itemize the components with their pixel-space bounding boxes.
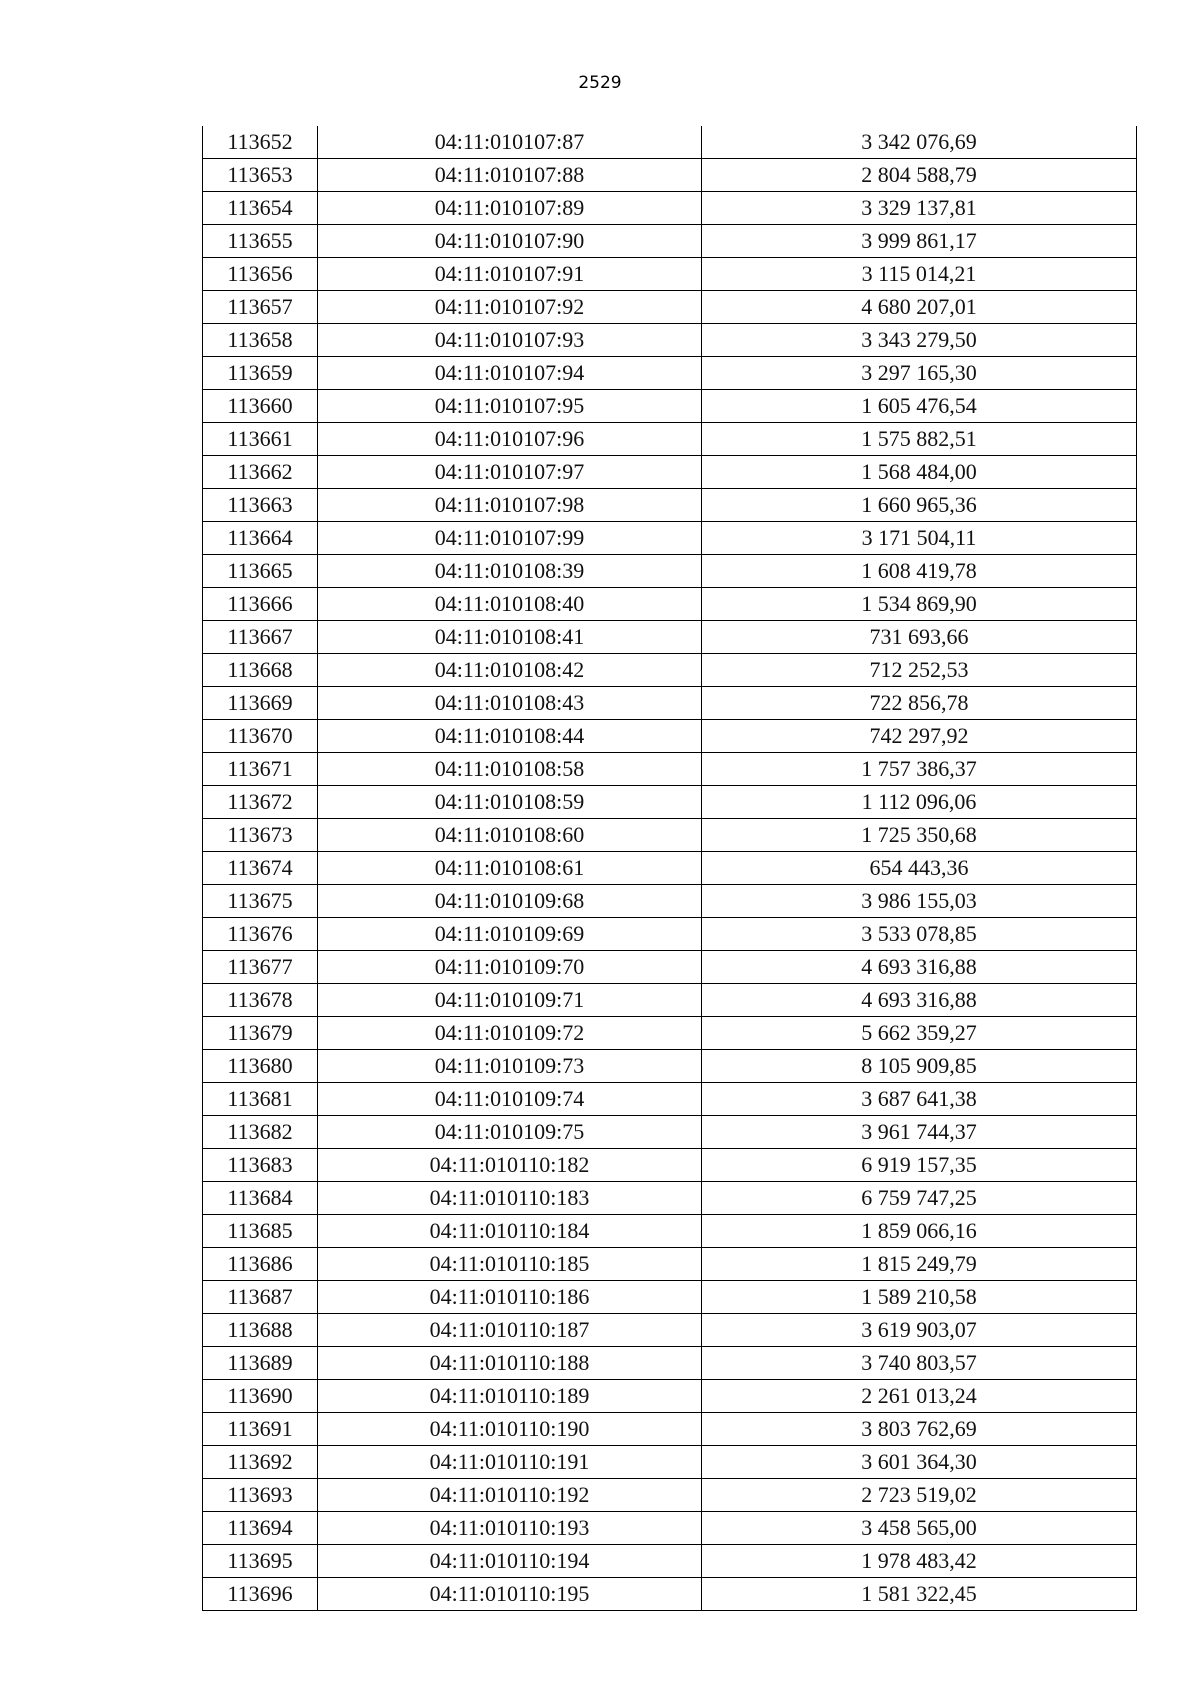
cadastral-value-cell: 3 297 165,30 (702, 357, 1137, 390)
cadastral-value-cell: 1 568 484,00 (702, 456, 1137, 489)
row-number-cell: 113685 (203, 1215, 318, 1248)
cadastral-number-cell: 04:11:010110:190 (318, 1413, 702, 1446)
cadastral-value-cell: 6 919 157,35 (702, 1149, 1137, 1182)
table-row (203, 1413, 1137, 1446)
cadastral-value-cell: 1 725 350,68 (702, 819, 1137, 852)
cadastral-number-cell: 04:11:010110:192 (318, 1479, 702, 1512)
table-row (203, 1314, 1137, 1347)
row-number-cell: 113669 (203, 687, 318, 720)
table-row (203, 1182, 1137, 1215)
table-row (203, 192, 1137, 225)
row-number-cell: 113656 (203, 258, 318, 291)
cadastral-value-cell: 1 581 322,45 (702, 1578, 1137, 1611)
row-number-cell: 113689 (203, 1347, 318, 1380)
row-number-cell: 113694 (203, 1512, 318, 1545)
cadastral-number-cell: 04:11:010108:61 (318, 852, 702, 885)
cadastral-number-cell: 04:11:010107:99 (318, 522, 702, 555)
cadastral-value-cell: 4 693 316,88 (702, 951, 1137, 984)
row-number-cell: 113673 (203, 819, 318, 852)
cadastral-value-cell: 3 533 078,85 (702, 918, 1137, 951)
row-number-cell: 113688 (203, 1314, 318, 1347)
table-row (203, 1446, 1137, 1479)
row-number-cell: 113668 (203, 654, 318, 687)
row-number-cell: 113684 (203, 1182, 318, 1215)
cadastral-number-cell: 04:11:010107:94 (318, 357, 702, 390)
cadastral-value-cell: 1 660 965,36 (702, 489, 1137, 522)
cadastral-number-cell: 04:11:010109:75 (318, 1116, 702, 1149)
table-body (203, 126, 1137, 1611)
row-number-cell: 113693 (203, 1479, 318, 1512)
cadastral-value-cell: 1 589 210,58 (702, 1281, 1137, 1314)
table-row (203, 126, 1137, 159)
table-row (203, 1050, 1137, 1083)
cadastral-number-cell: 04:11:010110:188 (318, 1347, 702, 1380)
row-number-cell: 113658 (203, 324, 318, 357)
table-row (203, 1281, 1137, 1314)
cadastral-value-cell: 3 329 137,81 (702, 192, 1137, 225)
row-number-cell: 113657 (203, 291, 318, 324)
cadastral-number-cell: 04:11:010109:68 (318, 885, 702, 918)
table-row (203, 885, 1137, 918)
row-number-cell: 113671 (203, 753, 318, 786)
cadastral-number-cell: 04:11:010110:191 (318, 1446, 702, 1479)
table-row (203, 1578, 1137, 1611)
cadastral-number-cell: 04:11:010110:194 (318, 1545, 702, 1578)
cadastral-number-cell: 04:11:010110:185 (318, 1248, 702, 1281)
row-number-cell: 113674 (203, 852, 318, 885)
cadastral-number-cell: 04:11:010110:182 (318, 1149, 702, 1182)
table-row (203, 1512, 1137, 1545)
cadastral-value-cell: 8 105 909,85 (702, 1050, 1137, 1083)
table-row (203, 258, 1137, 291)
cadastral-value-cell: 4 680 207,01 (702, 291, 1137, 324)
table-row (203, 753, 1137, 786)
cadastral-number-cell: 04:11:010110:186 (318, 1281, 702, 1314)
table-row (203, 1116, 1137, 1149)
row-number-cell: 113660 (203, 390, 318, 423)
table-row (203, 324, 1137, 357)
cadastral-value-cell: 1 605 476,54 (702, 390, 1137, 423)
row-number-cell: 113680 (203, 1050, 318, 1083)
cadastral-number-cell: 04:11:010110:195 (318, 1578, 702, 1611)
row-number-cell: 113666 (203, 588, 318, 621)
cadastral-number-cell: 04:11:010110:187 (318, 1314, 702, 1347)
cadastral-value-cell: 3 986 155,03 (702, 885, 1137, 918)
row-number-cell: 113682 (203, 1116, 318, 1149)
cadastral-number-cell: 04:11:010110:183 (318, 1182, 702, 1215)
cadastral-value-cell: 3 687 641,38 (702, 1083, 1137, 1116)
cadastral-number-cell: 04:11:010107:96 (318, 423, 702, 456)
row-number-cell: 113661 (203, 423, 318, 456)
row-number-cell: 113665 (203, 555, 318, 588)
row-number-cell: 113664 (203, 522, 318, 555)
cadastral-number-cell: 04:11:010110:184 (318, 1215, 702, 1248)
table-row (203, 456, 1137, 489)
table-row (203, 1215, 1137, 1248)
row-number-cell: 113687 (203, 1281, 318, 1314)
cadastral-number-cell: 04:11:010109:73 (318, 1050, 702, 1083)
row-number-cell: 113683 (203, 1149, 318, 1182)
cadastral-value-cell: 1 534 869,90 (702, 588, 1137, 621)
cadastral-number-cell: 04:11:010108:43 (318, 687, 702, 720)
table-row (203, 1248, 1137, 1281)
cadastral-value-cell: 1 978 483,42 (702, 1545, 1137, 1578)
table-row (203, 687, 1137, 720)
cadastral-value-cell: 3 961 744,37 (702, 1116, 1137, 1149)
cadastral-value-cell: 1 112 096,06 (702, 786, 1137, 819)
table-row (203, 1545, 1137, 1578)
table-row (203, 1479, 1137, 1512)
cadastral-value-cell: 3 619 903,07 (702, 1314, 1137, 1347)
cadastral-number-cell: 04:11:010107:98 (318, 489, 702, 522)
row-number-cell: 113695 (203, 1545, 318, 1578)
table-row (203, 951, 1137, 984)
cadastral-value-cell: 1 608 419,78 (702, 555, 1137, 588)
row-number-cell: 113686 (203, 1248, 318, 1281)
table-row (203, 390, 1137, 423)
table-row (203, 918, 1137, 951)
row-number-cell: 113672 (203, 786, 318, 819)
cadastral-value-cell: 722 856,78 (702, 687, 1137, 720)
table-row (203, 555, 1137, 588)
row-number-cell: 113692 (203, 1446, 318, 1479)
cadastral-number-cell: 04:11:010108:60 (318, 819, 702, 852)
cadastral-value-cell: 3 171 504,11 (702, 522, 1137, 555)
cadastral-value-table-container (202, 126, 1133, 1611)
cadastral-value-cell: 3 740 803,57 (702, 1347, 1137, 1380)
cadastral-value-cell: 3 601 364,30 (702, 1446, 1137, 1479)
cadastral-number-cell: 04:11:010108:41 (318, 621, 702, 654)
cadastral-value-cell: 3 115 014,21 (702, 258, 1137, 291)
cadastral-value-cell: 3 342 076,69 (702, 126, 1137, 159)
cadastral-number-cell: 04:11:010110:193 (318, 1512, 702, 1545)
cadastral-number-cell: 04:11:010107:87 (318, 126, 702, 159)
cadastral-value-cell: 6 759 747,25 (702, 1182, 1137, 1215)
cadastral-number-cell: 04:11:010107:93 (318, 324, 702, 357)
cadastral-number-cell: 04:11:010109:71 (318, 984, 702, 1017)
cadastral-number-cell: 04:11:010108:42 (318, 654, 702, 687)
row-number-cell: 113659 (203, 357, 318, 390)
table-row (203, 786, 1137, 819)
cadastral-value-cell: 3 343 279,50 (702, 324, 1137, 357)
table-row (203, 720, 1137, 753)
table-row (203, 588, 1137, 621)
row-number-cell: 113679 (203, 1017, 318, 1050)
row-number-cell: 113652 (203, 126, 318, 159)
cadastral-value-cell: 3 803 762,69 (702, 1413, 1137, 1446)
cadastral-number-cell: 04:11:010107:88 (318, 159, 702, 192)
cadastral-number-cell: 04:11:010108:58 (318, 753, 702, 786)
row-number-cell: 113690 (203, 1380, 318, 1413)
cadastral-value-table (202, 126, 1137, 1611)
row-number-cell: 113677 (203, 951, 318, 984)
cadastral-number-cell: 04:11:010108:59 (318, 786, 702, 819)
cadastral-number-cell: 04:11:010110:189 (318, 1380, 702, 1413)
table-row (203, 489, 1137, 522)
cadastral-value-cell: 1 815 249,79 (702, 1248, 1137, 1281)
cadastral-value-cell: 731 693,66 (702, 621, 1137, 654)
cadastral-number-cell: 04:11:010109:70 (318, 951, 702, 984)
row-number-cell: 113653 (203, 159, 318, 192)
table-row (203, 357, 1137, 390)
row-number-cell: 113681 (203, 1083, 318, 1116)
page-number: 2529 (578, 73, 622, 93)
table-row (203, 423, 1137, 456)
table-row (203, 621, 1137, 654)
table-row (203, 984, 1137, 1017)
cadastral-number-cell: 04:11:010107:89 (318, 192, 702, 225)
cadastral-number-cell: 04:11:010107:91 (318, 258, 702, 291)
cadastral-value-cell: 3 999 861,17 (702, 225, 1137, 258)
table-row (203, 522, 1137, 555)
cadastral-value-cell: 2 723 519,02 (702, 1479, 1137, 1512)
cadastral-number-cell: 04:11:010108:39 (318, 555, 702, 588)
table-row (203, 159, 1137, 192)
table-row (203, 654, 1137, 687)
row-number-cell: 113667 (203, 621, 318, 654)
row-number-cell: 113654 (203, 192, 318, 225)
cadastral-value-cell: 1 859 066,16 (702, 1215, 1137, 1248)
cadastral-value-cell: 3 458 565,00 (702, 1512, 1137, 1545)
row-number-cell: 113676 (203, 918, 318, 951)
cadastral-value-cell: 742 297,92 (702, 720, 1137, 753)
cadastral-number-cell: 04:11:010109:72 (318, 1017, 702, 1050)
table-row (203, 1380, 1137, 1413)
table-row (203, 1083, 1137, 1116)
table-row (203, 1347, 1137, 1380)
row-number-cell: 113696 (203, 1578, 318, 1611)
cadastral-number-cell: 04:11:010108:40 (318, 588, 702, 621)
table-row (203, 1149, 1137, 1182)
row-number-cell: 113655 (203, 225, 318, 258)
row-number-cell: 113662 (203, 456, 318, 489)
table-row (203, 1017, 1137, 1050)
row-number-cell: 113663 (203, 489, 318, 522)
cadastral-value-cell: 654 443,36 (702, 852, 1137, 885)
cadastral-value-cell: 1 757 386,37 (702, 753, 1137, 786)
cadastral-value-cell: 2 804 588,79 (702, 159, 1137, 192)
cadastral-value-cell: 1 575 882,51 (702, 423, 1137, 456)
cadastral-number-cell: 04:11:010107:95 (318, 390, 702, 423)
cadastral-number-cell: 04:11:010107:92 (318, 291, 702, 324)
cadastral-number-cell: 04:11:010107:97 (318, 456, 702, 489)
cadastral-value-cell: 5 662 359,27 (702, 1017, 1137, 1050)
row-number-cell: 113678 (203, 984, 318, 1017)
table-row (203, 291, 1137, 324)
cadastral-number-cell: 04:11:010109:74 (318, 1083, 702, 1116)
row-number-cell: 113670 (203, 720, 318, 753)
cadastral-number-cell: 04:11:010109:69 (318, 918, 702, 951)
cadastral-value-cell: 712 252,53 (702, 654, 1137, 687)
cadastral-value-cell: 4 693 316,88 (702, 984, 1137, 1017)
cadastral-number-cell: 04:11:010108:44 (318, 720, 702, 753)
table-row (203, 852, 1137, 885)
cadastral-value-cell: 2 261 013,24 (702, 1380, 1137, 1413)
row-number-cell: 113691 (203, 1413, 318, 1446)
table-row (203, 819, 1137, 852)
table-row (203, 225, 1137, 258)
row-number-cell: 113675 (203, 885, 318, 918)
cadastral-number-cell: 04:11:010107:90 (318, 225, 702, 258)
